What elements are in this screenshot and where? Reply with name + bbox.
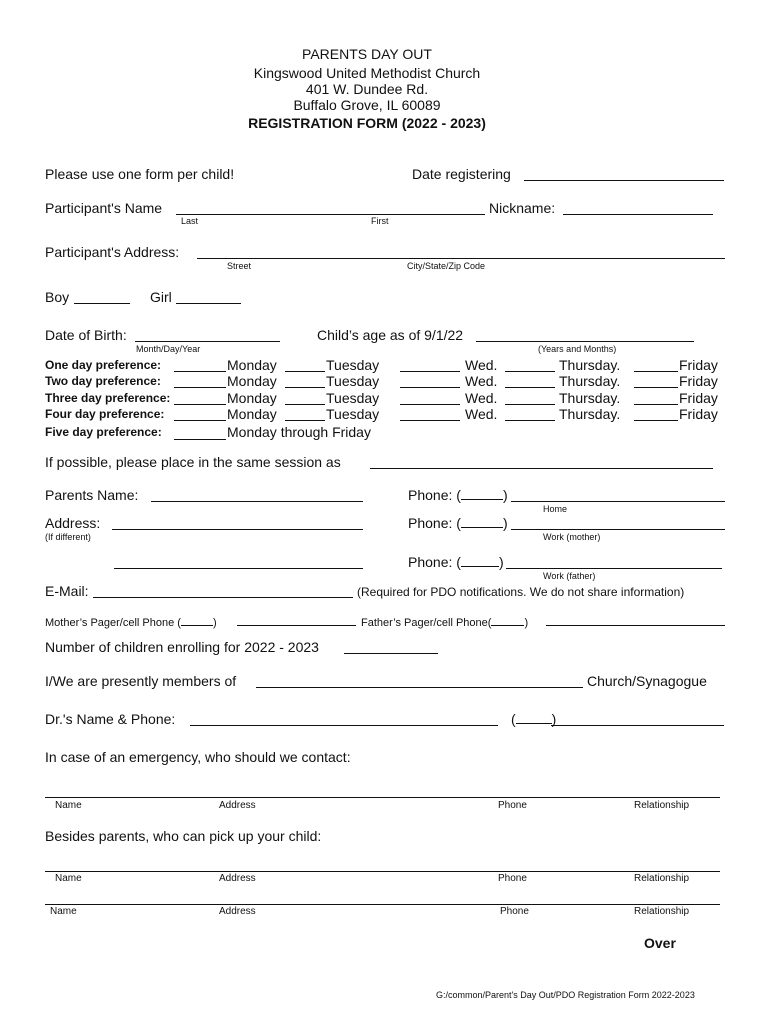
five-day-field[interactable] (174, 439, 226, 440)
home-hint: Home (543, 504, 568, 514)
form-title: REGISTRATION FORM (2022 - 2023) (248, 115, 486, 131)
day-option-label: Tuesday (326, 357, 380, 373)
father-work-phone-label: Phone: ( ) (408, 554, 504, 570)
day-preference-field[interactable] (174, 371, 226, 372)
day-option-label: Monday (227, 406, 277, 422)
day-preference-field[interactable] (285, 387, 325, 388)
day-preference-field[interactable] (174, 387, 226, 388)
members-of-field[interactable] (256, 687, 583, 688)
day-preference-field[interactable] (285, 404, 325, 405)
col-name: Name (55, 800, 82, 811)
address-line-2-field[interactable] (114, 568, 363, 569)
five-day-option: Monday through Friday (227, 424, 371, 440)
day-preference-field[interactable] (285, 371, 325, 372)
girl-field[interactable] (176, 303, 241, 304)
home-phone-field[interactable] (511, 501, 725, 502)
day-preference-field[interactable] (174, 404, 226, 405)
father-pager-label: Father’s Pager/cell Phone( ) (361, 613, 528, 629)
work-mother-hint: Work (mother) (543, 532, 601, 542)
pickup-label: Besides parents, who can pick up your child: (45, 828, 322, 844)
header-line-1: PARENTS DAY OUT (302, 46, 432, 62)
participant-address-field[interactable] (197, 258, 725, 259)
day-option-label: Thursday. (559, 357, 621, 373)
date-registering-field[interactable] (524, 180, 724, 181)
children-enrolling-field[interactable] (344, 653, 438, 654)
parents-name-field[interactable] (151, 501, 363, 502)
five-day-label: Five day preference: (45, 425, 162, 439)
footer-path: G:/common/Parent's Day Out/PDO Registration Form 2022-2023 (436, 990, 695, 1000)
age-label: Child’s age as of 9/1/22 (317, 327, 464, 343)
church-city: Buffalo Grove, IL 60089 (293, 97, 441, 113)
col-relationship: Relationship (634, 800, 690, 811)
day-preference-field[interactable] (505, 404, 555, 405)
if-different-hint: (If different) (45, 532, 91, 542)
church-synagogue-label: Church/Synagogue (587, 673, 707, 689)
day-option-label: Thursday. (559, 373, 621, 389)
day-option-label: Wed. (465, 357, 498, 373)
col-name: Name (50, 906, 77, 917)
col-phone: Phone (498, 800, 527, 811)
girl-label: Girl (150, 289, 172, 305)
age-hint: (Years and Months) (538, 344, 617, 354)
col-address: Address (219, 873, 256, 884)
participant-name-field[interactable] (176, 214, 485, 215)
day-option-label: Wed. (465, 406, 498, 422)
day-option-label: Tuesday (326, 406, 380, 422)
day-option-label: Wed. (465, 390, 498, 406)
city-state-zip-hint: City/State/Zip Code (407, 261, 486, 271)
day-preference-field[interactable] (285, 420, 325, 421)
work-father-hint: Work (father) (543, 571, 596, 581)
day-preference-field[interactable] (400, 420, 460, 421)
participant-name-label: Participant's Name (45, 200, 163, 216)
age-field[interactable] (476, 341, 694, 342)
church-street: 401 W. Dundee Rd. (305, 81, 429, 97)
same-session-label: If possible, please place in the same session as (45, 454, 341, 470)
day-preference-label: Three day preference: (45, 391, 171, 405)
nickname-label: Nickname: (489, 200, 556, 216)
day-option-label: Thursday. (559, 406, 621, 422)
day-option-label: Thursday. (559, 390, 621, 406)
date-registering-label: Date registering (412, 166, 511, 182)
day-preference-field[interactable] (505, 371, 555, 372)
dob-field[interactable] (135, 341, 280, 342)
one-form-note: Please use one form per child! (45, 166, 235, 182)
home-phone-label: Phone: ( ) (408, 487, 508, 503)
col-relationship: Relationship (634, 873, 690, 884)
father-pager-field[interactable] (546, 625, 725, 626)
address-field[interactable] (112, 529, 363, 530)
emergency-label: In case of an emergency, who should we contact: (45, 749, 351, 765)
day-preference-field[interactable] (400, 371, 460, 372)
children-enrolling-label: Number of children enrolling for 2022 - 2023 (45, 639, 319, 655)
day-preference-field[interactable] (634, 387, 678, 388)
day-preference-field[interactable] (400, 404, 460, 405)
day-option-label: Monday (227, 390, 277, 406)
church-name: Kingswood United Methodist Church (253, 65, 481, 81)
street-hint: Street (227, 261, 252, 271)
address-label: Address: (45, 515, 101, 531)
col-address: Address (219, 800, 256, 811)
day-option-label: Monday (227, 357, 277, 373)
col-phone: Phone (498, 873, 527, 884)
day-option-label: Friday (679, 390, 718, 406)
day-preference-label: Four day preference: (45, 407, 165, 421)
members-of-label: I/We are presently members of (45, 673, 237, 689)
email-field[interactable] (93, 597, 353, 598)
day-preference-field[interactable] (400, 387, 460, 388)
col-name: Name (55, 873, 82, 884)
col-phone: Phone (500, 906, 529, 917)
first-hint: First (371, 216, 389, 226)
day-preference-field[interactable] (174, 420, 226, 421)
dob-label: Date of Birth: (45, 327, 127, 343)
same-session-field[interactable] (370, 468, 713, 469)
mother-pager-label: Mother’s Pager/cell Phone ( ) (45, 613, 217, 629)
parents-name-label: Parents Name: (45, 487, 139, 503)
day-option-label: Tuesday (326, 373, 380, 389)
emergency-contact-field[interactable] (45, 797, 720, 798)
day-option-label: Tuesday (326, 390, 380, 406)
dr-name-phone-label: Dr.'s Name & Phone: (45, 711, 176, 727)
dr-phone-label: ( ) (511, 711, 557, 727)
col-relationship: Relationship (634, 906, 690, 917)
day-option-label: Friday (679, 357, 718, 373)
day-preference-field[interactable] (505, 420, 555, 421)
col-address: Address (219, 906, 256, 917)
day-option-label: Friday (679, 373, 718, 389)
mother-work-phone-label: Phone: ( ) (408, 515, 508, 531)
father-work-phone-field[interactable] (506, 568, 722, 569)
email-label: E-Mail: (45, 583, 89, 599)
boy-label: Boy (45, 289, 70, 305)
participant-address-label: Participant's Address: (45, 244, 180, 260)
dr-phone-field[interactable] (551, 725, 724, 726)
day-option-label: Monday (227, 373, 277, 389)
day-preference-field[interactable] (634, 404, 678, 405)
day-preference-field[interactable] (505, 387, 555, 388)
dob-hint: Month/Day/Year (136, 344, 201, 354)
day-preference-label: One day preference: (45, 358, 162, 372)
day-preference-label: Two day preference: (45, 374, 161, 388)
day-option-label: Friday (679, 406, 718, 422)
email-note: (Required for PDO notifications. We do not share information) (357, 585, 685, 599)
boy-field[interactable] (74, 303, 130, 304)
nickname-field[interactable] (563, 214, 713, 215)
day-option-label: Wed. (465, 373, 498, 389)
last-hint: Last (181, 216, 199, 226)
mother-work-phone-field[interactable] (511, 529, 725, 530)
over-label: Over (644, 935, 676, 951)
mother-pager-field[interactable] (237, 625, 356, 626)
dr-name-field[interactable] (190, 725, 498, 726)
day-preference-field[interactable] (634, 371, 678, 372)
pickup-contact-1-field[interactable] (45, 871, 720, 872)
day-preference-field[interactable] (634, 420, 678, 421)
pickup-contact-2-field[interactable] (45, 904, 720, 905)
